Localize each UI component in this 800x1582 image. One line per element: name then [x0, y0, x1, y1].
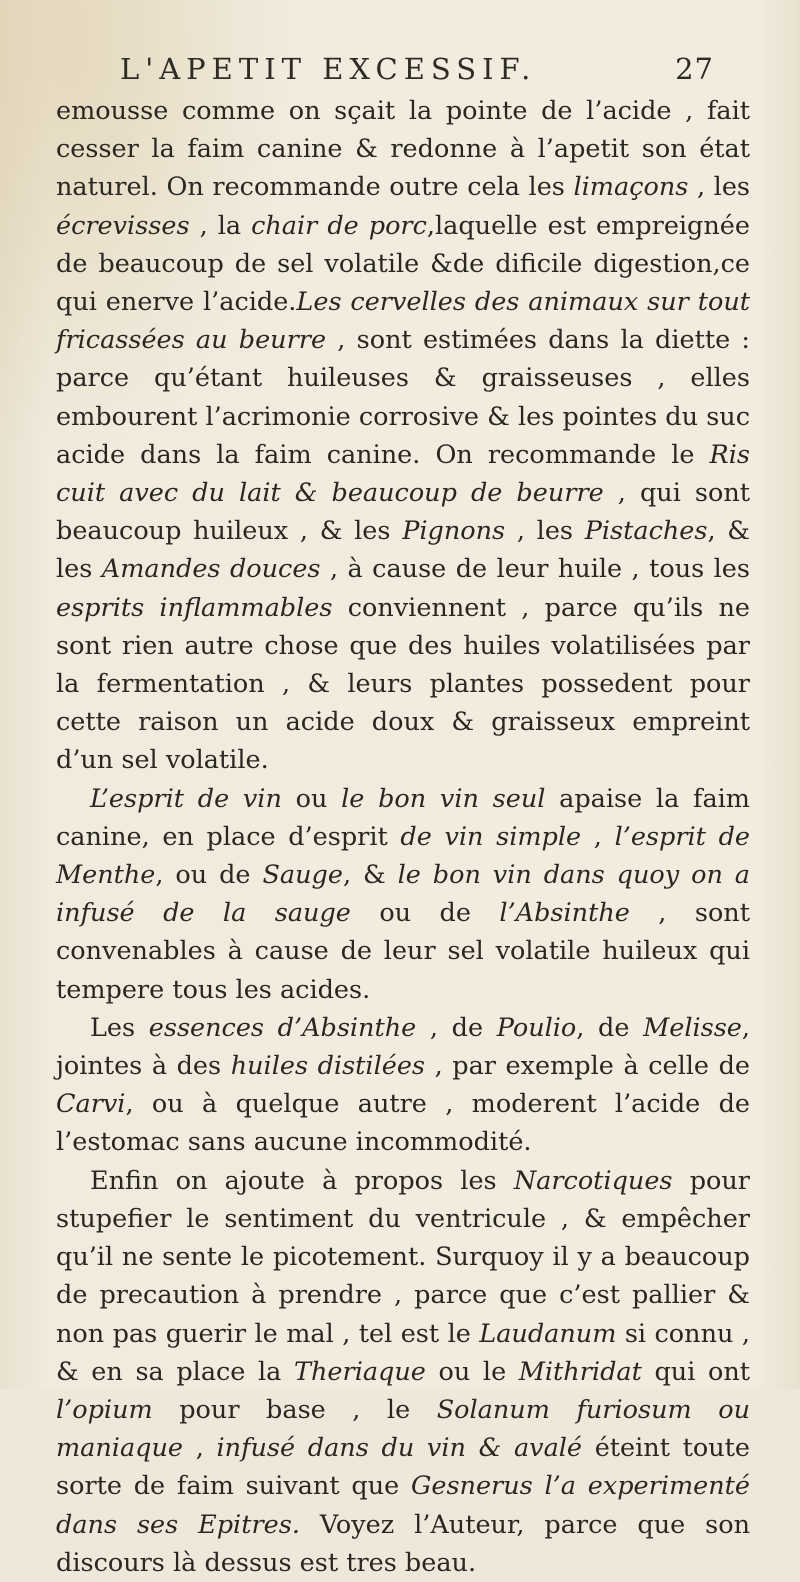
paragraph: Les essences d’Absinthe , de Poulio, de Melisse, jointes à des huiles distilées , par exemple à celle de Carvi, ou à quelque autre , moderent l’acide de l’estomac sans aucune incommodité.: [56, 1012, 751, 1158]
paragraph: emousse comme on sçait la pointe de l’acide , fait cesser la faim canine & redonne à l’apetit son état naturel. On recommande outre cela les limaçons , les écrevisses , la chair de porc,laquelle est empreignée de beaucoup de sel volatile &de dificile digestion,ce qui enerve l’acide.Les cervelles des animaux sur tout fricassées au beurre , sont estimées dans la diette : parce qu’étant huileuses & graisseuses , elles embourent l’acrimonie corrosive & les pointes du suc acide dans la faim canine. On recommande le Ris cuit avec du lait & beaucoup de beurre , qui sont beaucoup huileux , & les Pignons , les Pistaches, & les Amandes douces , à cause de leur huile , tous les esprits inflammables conviennent , parce qu’ils ne sont rien autre chose que des huiles volatilisées par la fermentation , & leurs plantes possedent pour cette raison un acide doux & graisseux empreint d’un sel volatile.: [56, 96, 751, 776]
running-head: [56, 52, 750, 92]
page-number: 27: [675, 52, 714, 86]
body-text: [56, 92, 750, 1582]
paragraph: L’esprit de vin ou le bon vin seul apaise la faim canine, en place d’esprit de vin simple , l’esprit de Menthe, ou de Sauge, & le bon vin dans quoy on a infusé de la sauge ou de l’Absinthe , sont convenables à cause de leur sel volatile huileux qui tempere tous les acides.: [56, 783, 751, 1005]
paragraph: Enfin on ajoute à propos les Narcotiques pour stupefier le sentiment du ventricule , & empêcher qu’il ne sente le picotement. Surquoy il y a beaucoup de precaution à prendre , parce que c’est pallier & non pas guerir le mal , tel est le Laudanum si connu , & en sa place la Theriaque ou le Mithridat qui ont l’opium pour base , le Solanum furiosum ou maniaque , infusé dans du vin & avalé éteint toute sorte de faim suivant que Gesnerus l’a experimenté dans ses Epitres. Voyez l’Auteur, parce que son discours là dessus est tres beau.: [56, 1165, 751, 1578]
running-title: L'APETIT EXCESSIF.: [120, 52, 537, 86]
